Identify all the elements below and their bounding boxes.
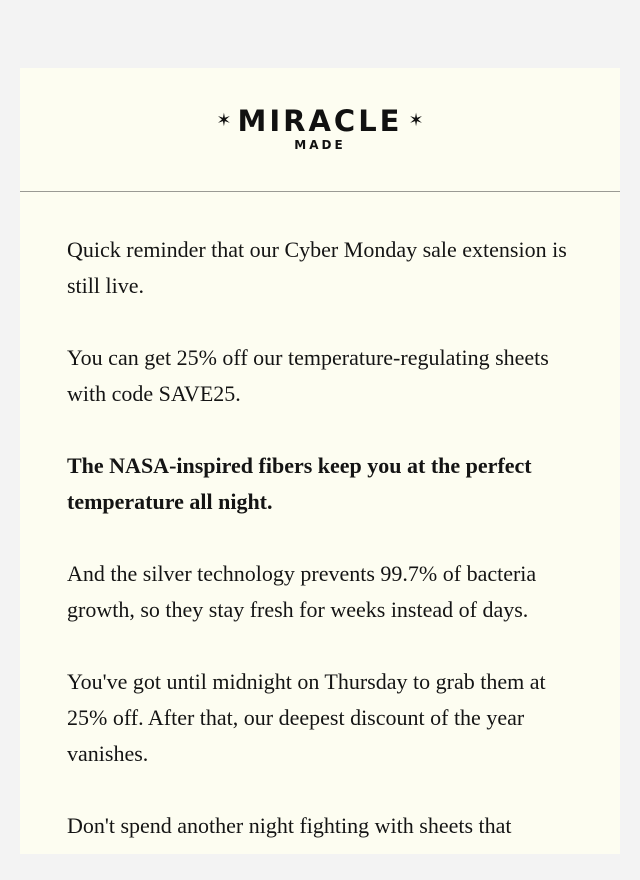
brand-subname: MADE xyxy=(294,138,346,152)
logo-main-row xyxy=(20,104,620,138)
paragraph-4: And the silver technology prevents 99.7% of bacteria growth, so they stay fresh for weeks instead of days. xyxy=(67,561,537,622)
paragraph-1: Quick reminder that our Cyber Monday sale extension is still live. xyxy=(67,237,567,298)
star-left-icon: ✶ xyxy=(216,110,232,131)
paragraph-5: You've got until midnight on Thursday to grab them at 25% off. After that, our deepest discount of the year vanishes. xyxy=(67,669,546,766)
paragraph-6: Don't spend another night fighting with sheets that xyxy=(67,813,512,838)
paragraph-2: You can get 25% off our temperature-regulating sheets with code SAVE25. xyxy=(67,345,549,406)
brand-logo[interactable] xyxy=(20,104,620,152)
paragraph-3-bold: The NASA-inspired fibers keep you at the perfect temperature all night. xyxy=(67,453,532,514)
email-header xyxy=(20,68,620,192)
email-card xyxy=(20,68,620,854)
star-right-icon: ✶ xyxy=(408,110,424,131)
email-body xyxy=(67,232,577,880)
brand-name: MIRACLE xyxy=(237,104,403,138)
